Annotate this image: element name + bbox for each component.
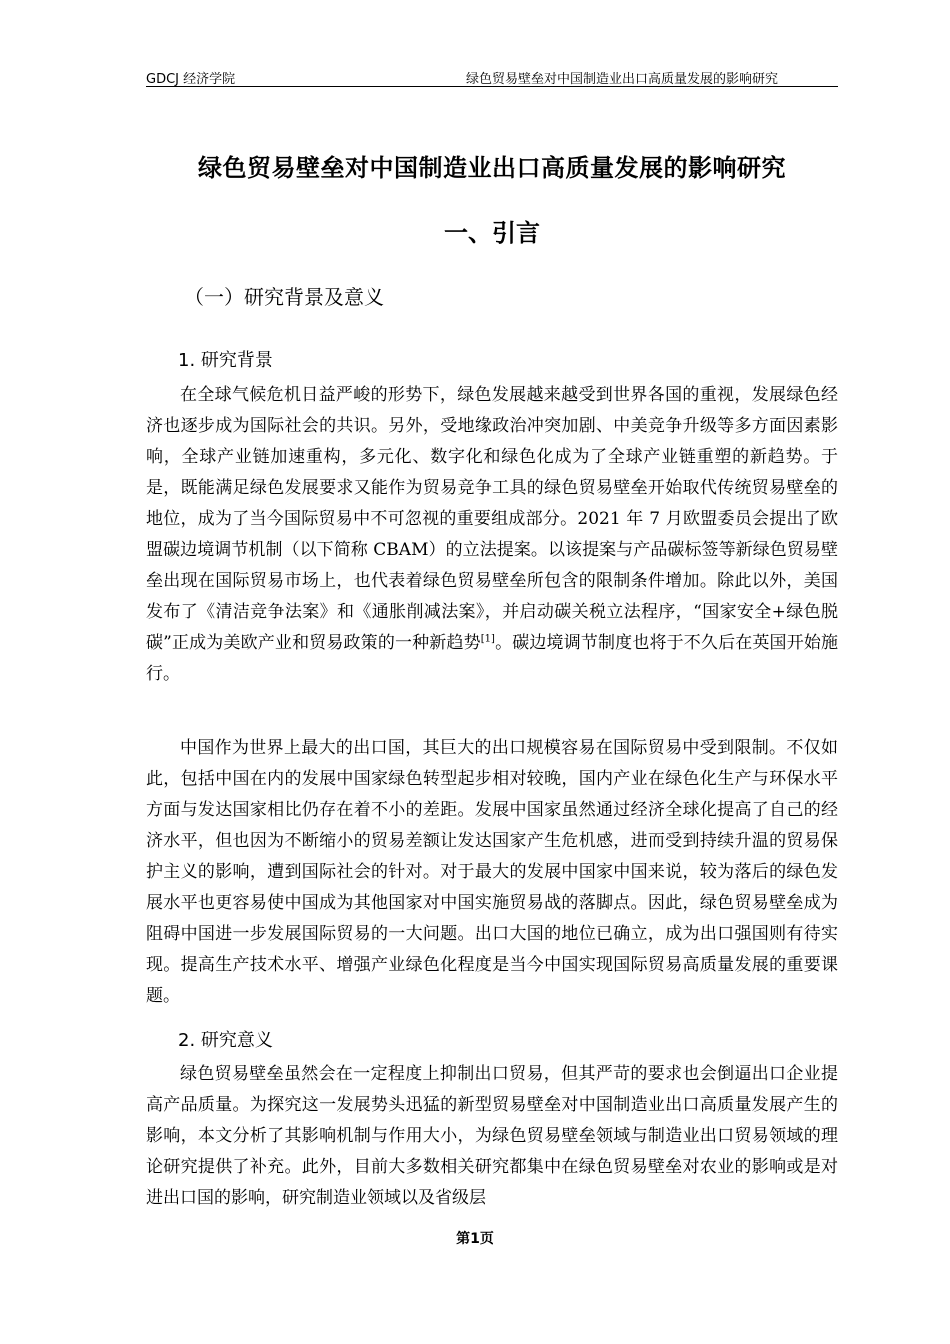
paragraph-background-1 — [146, 380, 838, 690]
paragraph-text: 在全球气候危机日益严峻的形势下，绿色发展越来越受到世界各国的重视，发展绿色经济也逐步成为国际社会的共识。另外，受地缘政治冲突加剧、中美竞争升级等多方面因素影响，全球产业链加速重构，多元化、数字化和绿色化成为了全球产业链重塑的新趋势。于是，既能满足绿色发展要求又能作为贸易竞争工具的绿色贸易壁垒开始取代传统贸易壁垒的地位，成为了当今国际贸易中不可忽视的重要组成部分。2021 年 7 月欧盟委员会提出了欧盟碳边境调节机制（以下简称 CBAM）的立法提案。以该提案与产品碳标签等新绿色贸易壁垒出现在国际贸易市场上，也代表着绿色贸易壁垒所包含的限制条件增加。除此以外，美国发布了《清洁竞争法案》和《通胀削减法案》，并启动碳关税立法程序，“国家安全+绿色脱碳”正成为美欧产业和贸易政策的一种新趋势 — [146, 385, 838, 653]
running-header — [146, 66, 838, 87]
heading-research-significance: 2. 研究意义 — [178, 1030, 273, 1051]
citation-ref: [1] — [480, 633, 495, 645]
paper-title: 绿色贸易壁垒对中国制造业出口高质量发展的影响研究 — [198, 154, 786, 182]
paragraph-text: 。碳边境调节制度也将于不久后在英国开始施行。 — [146, 633, 838, 684]
subsection-heading-background-significance: （一）研究背景及意义 — [184, 285, 384, 309]
paragraph-background-2: 中国作为世界上最大的出口国，其巨大的出口规模容易在国际贸易中受到限制。不仅如此，包括中国在内的发展中国家绿色转型起步相对较晚，国内产业在绿色化生产与环保水平方面与发达国家相比仍存在着不小的差距。发展中国家虽然通过经济全球化提高了自己的经济水平，但也因为不断缩小的贸易差额让发达国家产生危机感，进而受到持续升温的贸易保护主义的影响，遭到国际社会的针对。对于最大的发展中国家中国来说，较为落后的绿色发展水平也更容易使中国成为其他国家对中国实施贸易战的落脚点。因此，绿色贸易壁垒成为阻碍中国进一步发展国际贸易的一大问题。出口大国的地位已确立，成为出口强国则有待实现。提高生产技术水平、增强产业绿色化程度是当今中国实现国际贸易高质量发展的重要课题。 — [146, 738, 838, 1006]
heading-research-background: 1. 研究背景 — [178, 350, 273, 371]
paragraph-significance-1: 绿色贸易壁垒虽然会在一定程度上抑制出口贸易，但其严苛的要求也会倒逼出口企业提高产品质量。为探究这一发展势头迅猛的新型贸易壁垒对中国制造业出口高质量发展产生的影响，本文分析了其影响机制与作用大小，为绿色贸易壁垒领域与制造业出口贸易领域的理论研究提供了补充。此外，目前大多数相关研究都集中在绿色贸易壁垒对农业的影响或是对进出口国的影响，研究制造业领域以及省级层 — [146, 1064, 838, 1208]
section-heading-introduction: 一、引言 — [444, 219, 540, 247]
header-title: 绿色贸易壁垒对中国制造业出口高质量发展的影响研究 — [465, 72, 778, 87]
header-institution: GDCJ 经济学院 — [146, 72, 236, 87]
page-number: 第1页 — [456, 1231, 494, 1247]
